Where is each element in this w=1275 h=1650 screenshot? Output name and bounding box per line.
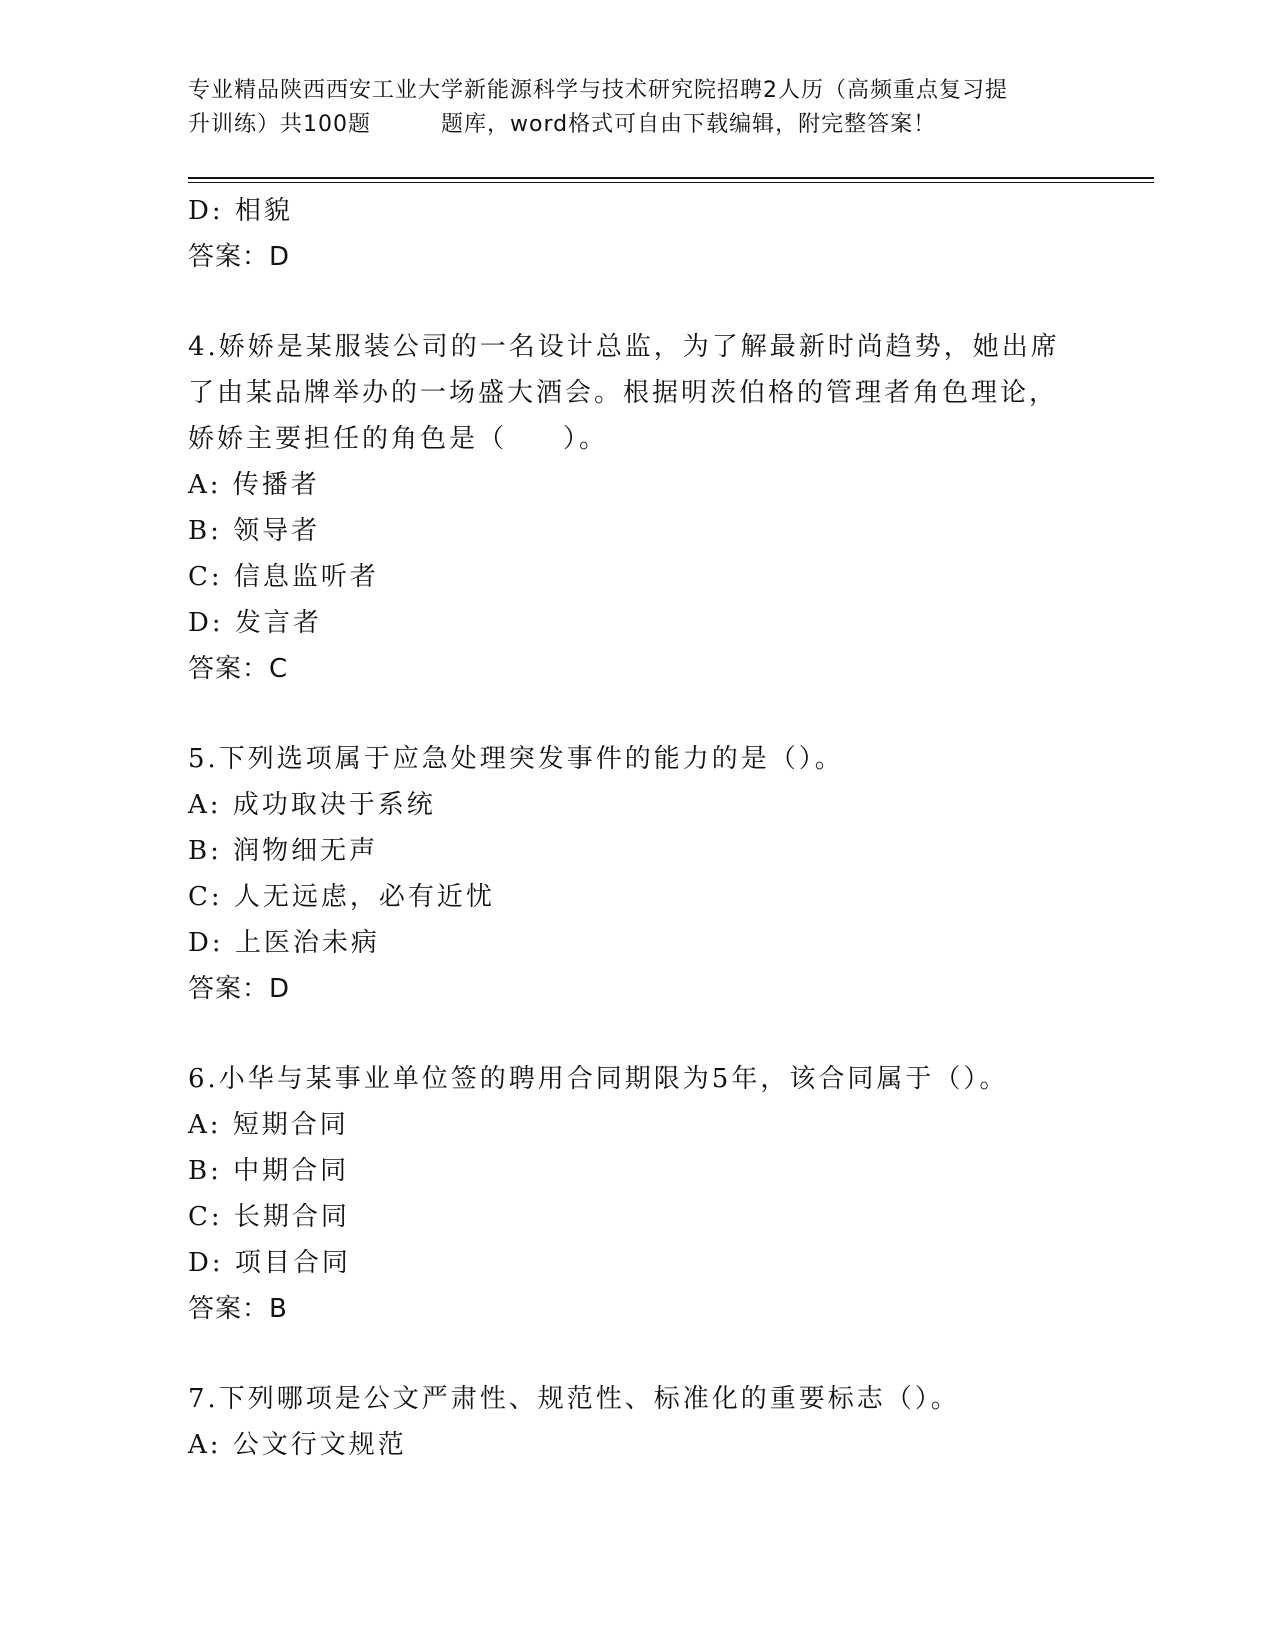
question-spacer <box>188 1332 1088 1376</box>
question-spacer <box>188 692 1088 736</box>
q5-option-a: A: 成功取决于系统 <box>188 790 436 820</box>
q5-option-b: B: 润物细无声 <box>188 836 379 866</box>
q4-option-b: B: 领导者 <box>188 516 321 546</box>
header-title-part-b: 题库，word格式可自由下载编辑，附完整答案！ <box>441 112 937 137</box>
q7-option-a: A: 公文行文规范 <box>188 1430 407 1460</box>
q6-stem: 6.小华与某事业单位签的聘用合同期限为5年，该合同属于（）。 <box>188 1064 1009 1094</box>
q6-option-d: D: 项目合同 <box>188 1248 351 1278</box>
q6-option-a: A: 短期合同 <box>188 1110 349 1140</box>
header-title-line-2 <box>188 108 1088 142</box>
q4-stem-line-2: 了由某品牌举办的一场盛大酒会。根据明茨伯格的管理者角色理论， <box>188 378 1059 408</box>
q6-option-b: B: 中期合同 <box>188 1156 350 1186</box>
q5-answer: 答案：D <box>188 974 291 1004</box>
q6-answer: 答案：B <box>188 1294 288 1324</box>
q4-option-a: A: 传播者 <box>188 470 320 500</box>
q7-stem: 7.下列哪项是公文严肃性、规范性、标准化的重要标志（）。 <box>188 1384 960 1414</box>
q4-option-d: D: 发言者 <box>188 608 322 638</box>
q4-stem-part-b: ）。 <box>563 424 609 454</box>
prev-answer: 答案：D <box>188 242 291 272</box>
header-title-part-a: 升训练）共100题 <box>188 112 371 137</box>
document-header <box>188 74 1088 142</box>
question-spacer <box>188 280 1088 324</box>
question-spacer <box>188 1012 1088 1056</box>
q5-option-c: C: 人无远虑，必有近忧 <box>188 882 495 912</box>
q4-answer: 答案：C <box>188 654 289 684</box>
q5-option-d: D: 上医治未病 <box>188 928 380 958</box>
q4-stem-part-a: 娇娇主要担任的角色是（ <box>188 424 508 454</box>
header-divider-thick <box>188 177 1154 179</box>
header-divider-thin <box>188 182 1154 183</box>
q6-option-c: C: 长期合同 <box>188 1202 350 1232</box>
header-title-line-1: 专业精品陕西西安工业大学新能源科学与技术研究院招聘2人历（高频重点复习提 <box>188 78 1008 103</box>
q4-stem-line-1: 4.娇娇是某服装公司的一名设计总监，为了解最新时尚趋势，她出席 <box>188 332 1060 362</box>
q5-stem: 5.下列选项属于应急处理突发事件的能力的是（）。 <box>188 744 844 774</box>
q4-option-c: C: 信息监听者 <box>188 562 379 592</box>
prev-option-d: D: 相貌 <box>188 196 293 226</box>
q4-stem-line-3 <box>188 416 1088 462</box>
question-list <box>188 188 1088 1468</box>
